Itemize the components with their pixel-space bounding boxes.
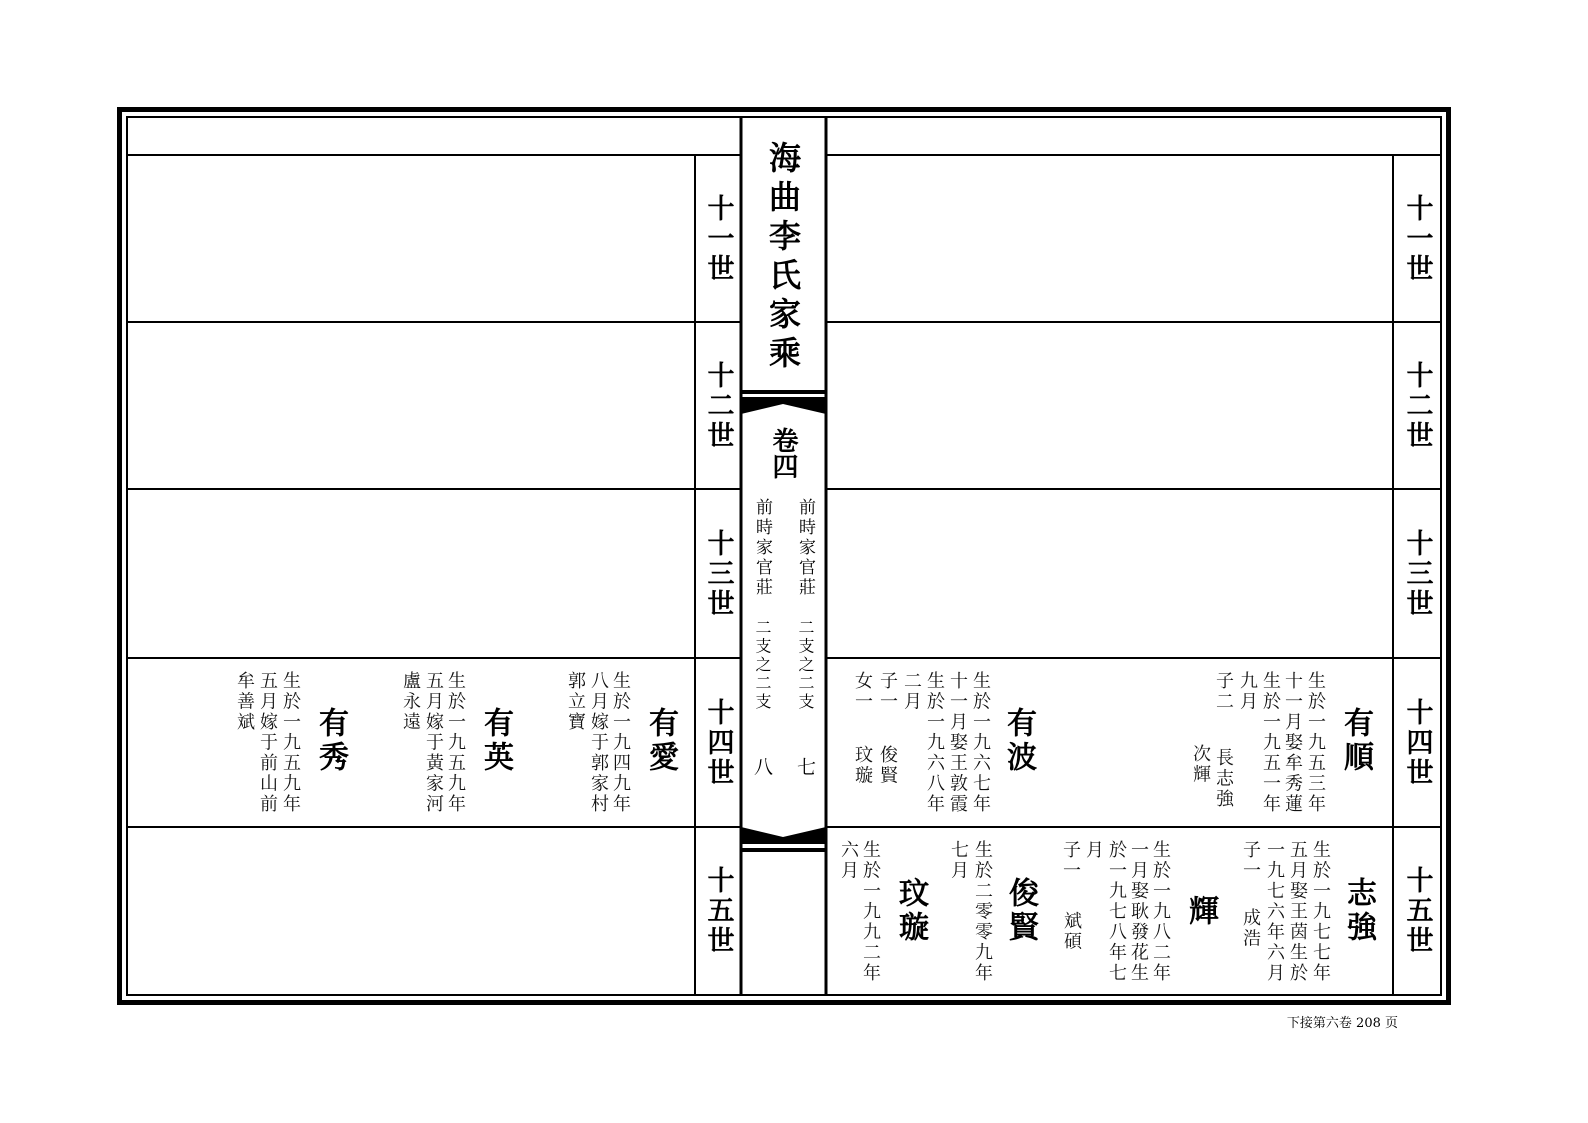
detail-line: 生於一九五九年 — [280, 671, 301, 815]
left-column-place: 前時家官莊 — [752, 498, 772, 598]
detail-line: 生於一九五九年 — [445, 671, 466, 815]
person-name: 輝 — [1183, 895, 1218, 929]
right-generation-cell — [1394, 323, 1440, 488]
child-name: 玟璇 — [852, 745, 873, 786]
detail-line: 五月嫁于前山前 — [257, 671, 278, 815]
generation-label: 十三世 — [702, 528, 734, 619]
child-name: 成浩 — [1240, 908, 1261, 949]
detail-line: 子一 — [877, 671, 898, 712]
right-column-page-number: 七 — [794, 757, 816, 776]
person-name: 有秀 — [313, 707, 348, 775]
detail-line: 二月 — [901, 671, 922, 712]
left-column-page-number: 八 — [751, 757, 773, 776]
child-name: 俊賢 — [877, 745, 898, 786]
generation-label: 十三世 — [1401, 528, 1433, 619]
left-generation-cell — [696, 490, 740, 657]
detail-line: 六月 — [838, 840, 859, 881]
detail-line: 生於一九九二年 — [860, 840, 881, 984]
detail-line: 生於一九五一年 — [1260, 671, 1281, 815]
detail-line: 女一 — [852, 671, 873, 712]
left-column-branch: 二支之二支 — [753, 619, 772, 712]
detail-line: 一月娶耿發花生 — [1128, 840, 1149, 984]
generation-label: 十五世 — [1401, 866, 1433, 956]
detail-line: 月 — [1083, 840, 1104, 861]
child-name: 次輝 — [1190, 744, 1211, 785]
detail-line: 子一 — [1240, 840, 1261, 881]
continuation-note: 下接第六卷 208 页 — [1286, 1016, 1398, 1031]
detail-line: 一九七六年六月 — [1264, 840, 1285, 984]
detail-line: 八月嫁于郭家村 — [588, 671, 609, 815]
detail-line: 生於一九五三年 — [1305, 671, 1326, 815]
detail-line: 生於一九八二年 — [1150, 840, 1171, 984]
person-name: 有順 — [1338, 707, 1373, 775]
right-generation-cell — [1394, 659, 1440, 826]
detail-line: 於一九七八年七 — [1106, 840, 1127, 984]
person-name: 有英 — [478, 707, 513, 775]
left-generation-cell — [696, 323, 740, 488]
right-generation-cell — [1394, 156, 1440, 321]
volume-label: 卷四 — [768, 427, 798, 479]
person-name: 有愛 — [643, 707, 678, 775]
generation-label: 十二世 — [1401, 360, 1433, 451]
person-name: 志強 — [1341, 877, 1376, 945]
detail-line: 五月嫁于黃家河 — [423, 671, 444, 815]
detail-line: 郭立寶 — [565, 671, 586, 733]
detail-line: 九月 — [1237, 671, 1258, 712]
detail-line: 五月娶王茵生於 — [1287, 840, 1308, 984]
left-generation-cell — [696, 659, 740, 826]
right-generation-cell — [1394, 490, 1440, 657]
generation-label: 十二世 — [702, 360, 734, 451]
left-generation-cell — [696, 156, 740, 321]
generation-label: 十四世 — [1401, 697, 1433, 788]
detail-line: 十一月娶牟秀蓮 — [1282, 671, 1303, 815]
detail-line: 生於一九六八年 — [924, 671, 945, 815]
child-name: 斌碩 — [1061, 911, 1082, 952]
detail-line: 牟善斌 — [234, 671, 255, 733]
detail-line: 生於一九七七年 — [1310, 840, 1331, 984]
detail-line: 生於二零零九年 — [972, 840, 993, 984]
detail-line: 生於一九六七年 — [970, 671, 991, 815]
child-name: 長志強 — [1213, 748, 1234, 810]
person-name: 俊賢 — [1003, 877, 1038, 945]
detail-line: 生於一九四九年 — [610, 671, 631, 815]
right-generation-cell — [1394, 828, 1440, 994]
detail-line: 子一 — [1060, 840, 1081, 881]
generation-label: 十五世 — [702, 866, 734, 956]
detail-line: 十一月娶王敦霞 — [947, 671, 968, 815]
left-generation-cell — [696, 828, 740, 994]
detail-line: 子二 — [1213, 671, 1234, 712]
detail-line: 七月 — [948, 840, 969, 881]
detail-line: 盧永遠 — [400, 671, 421, 733]
generation-label: 十四世 — [702, 697, 734, 788]
book-title: 海曲李氏家乘 — [764, 141, 802, 375]
person-name: 有波 — [1001, 707, 1036, 775]
generation-label: 十一世 — [702, 193, 734, 284]
generation-label: 十一世 — [1401, 193, 1433, 284]
right-column-place: 前時家官莊 — [795, 498, 815, 598]
person-name: 玟璇 — [893, 877, 928, 945]
right-column-branch: 二支之二支 — [796, 619, 815, 712]
